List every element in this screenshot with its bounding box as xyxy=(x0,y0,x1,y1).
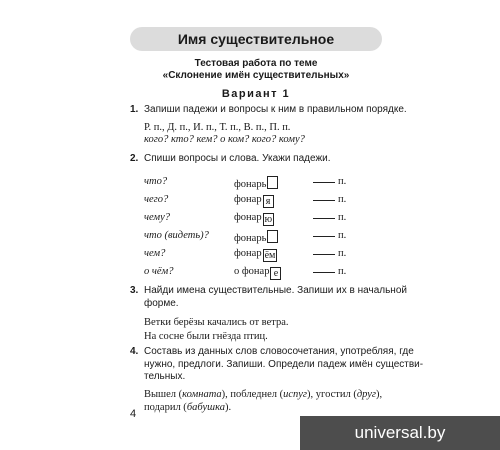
task2-question: что? xyxy=(144,176,168,187)
task2-case-blank: п. xyxy=(313,212,346,223)
task2-case-blank: п. xyxy=(313,266,346,277)
task2-word: фонар я xyxy=(234,194,274,208)
task2-case-blank: п. xyxy=(313,248,346,259)
task2-word: фонарь xyxy=(234,230,278,244)
task2-word: фонарь xyxy=(234,176,278,190)
task2-question: что (видеть)? xyxy=(144,230,209,241)
variant-label: Вариант 1 xyxy=(221,88,291,100)
section-title: Имя существительное xyxy=(177,31,335,47)
task2-question: чего? xyxy=(144,194,169,205)
task4-words: Вышел (комната), побледнел (испуг), угостил (друг), xyxy=(144,389,383,400)
watermark-text: universal.by xyxy=(354,423,446,442)
task2-question: чему? xyxy=(144,212,171,223)
section-header xyxy=(130,27,382,51)
task2-text: Спиши вопросы и слова. Укажи падежи. xyxy=(144,153,331,164)
ending-box: ём xyxy=(264,250,276,261)
watermark-logo xyxy=(300,416,500,450)
task1-number: 1. xyxy=(130,104,139,115)
task2-case-blank: п. xyxy=(313,230,346,241)
task2-case-blank: п. xyxy=(313,176,346,187)
task3-number: 3. xyxy=(130,285,139,296)
task3-sentence2: На сосне были гнёзда птиц. xyxy=(144,331,268,342)
task2-number: 2. xyxy=(130,153,139,164)
test-title xyxy=(120,58,392,82)
task3-text: Найди имена существительные. Запиши их в начальной форме. xyxy=(144,285,407,309)
task4-text: Составь из данных слов словосочетания, употребляя, где нужно, предлоги. Запиши. Определи падеж имён существи- тельных. xyxy=(144,346,424,382)
ending-box: е xyxy=(270,267,281,280)
test-title-line1: Тестовая работа по теме xyxy=(194,58,318,69)
task2-question: чем? xyxy=(144,248,166,259)
test-title-line2: «Склонение имён существительных» xyxy=(162,70,350,81)
ending-box xyxy=(267,176,278,189)
task1-text: Запиши падежи и вопросы к ним в правильном порядке. xyxy=(144,104,407,115)
task2-word: о фонар е xyxy=(234,266,281,280)
task2-word: фонар ём xyxy=(234,248,276,261)
ending-box xyxy=(267,230,278,243)
task3-sentence1: Ветки берёзы качались от ветра. xyxy=(144,317,289,328)
task2-question: о чём? xyxy=(144,266,174,277)
task4-number: 4. xyxy=(130,346,139,357)
task1-questions: кого? кто? кем? о ком? кого? кому? xyxy=(144,134,305,145)
page-number: 4 xyxy=(130,408,137,420)
ending-box: ю xyxy=(264,214,273,225)
task2-word: фонар ю xyxy=(234,212,273,225)
task1-cases: Р. п., Д. п., И. п., Т. п., В. п., П. п. xyxy=(144,122,291,133)
task4-words-line2: подарил (бабушка). xyxy=(144,402,232,413)
task2-case-blank: п. xyxy=(313,194,346,205)
ending-box: я xyxy=(263,195,274,208)
